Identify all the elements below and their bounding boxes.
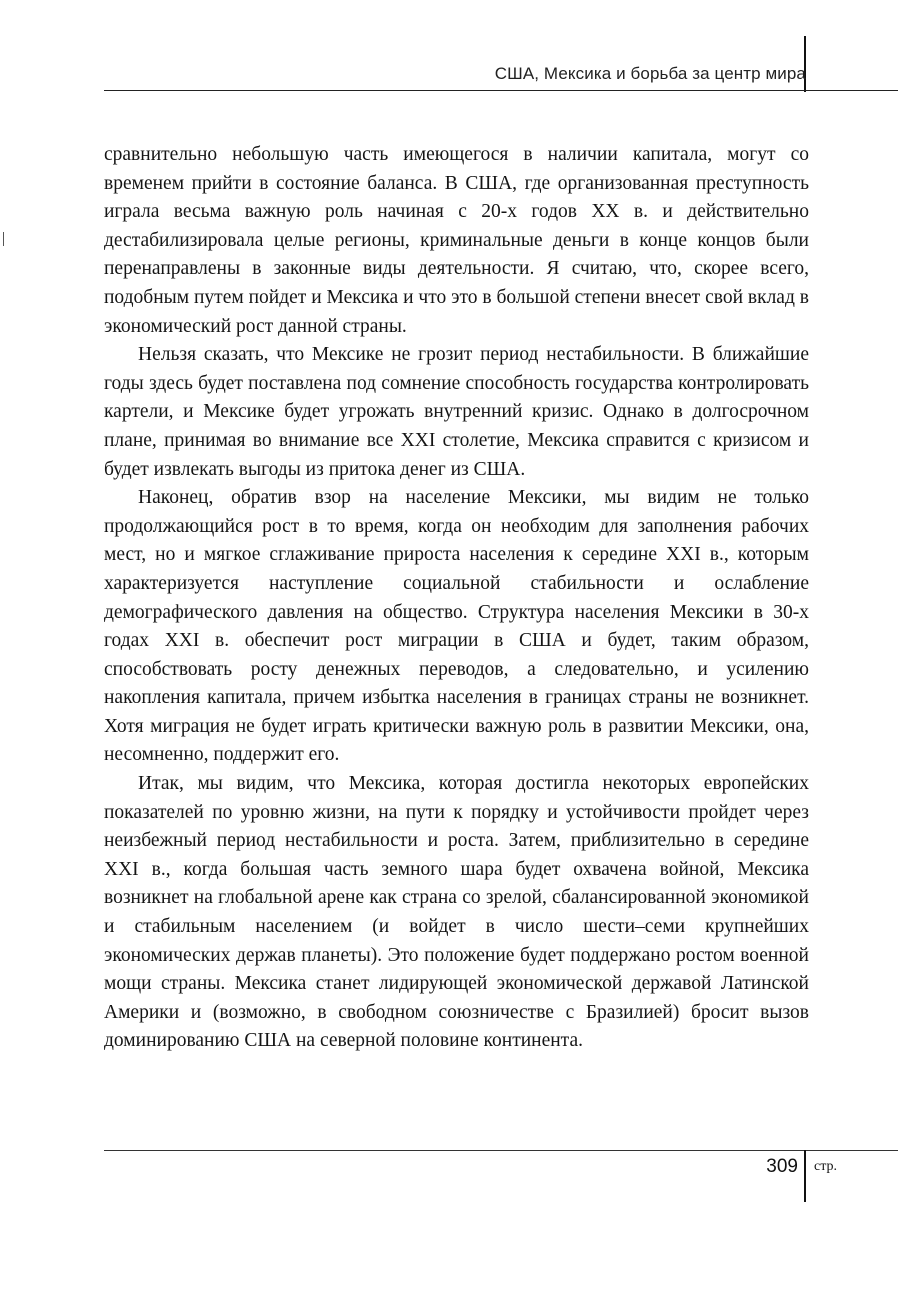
footer-vertical-rule — [804, 1150, 806, 1202]
main-text — [104, 141, 809, 1056]
running-header-title: США, Мексика и борьба за центр мира — [494, 64, 806, 83]
page-number-suffix: стр. — [814, 1159, 838, 1174]
paragraph-1: сравнительно небольшую часть имеющегося в наличии капитала, могут со временем прийти в состояние баланса. В США, где организованная преступность играла весьма важную роль начиная с 20-х годов XX в. и действительно дестабилизировала целые регионы, криминальные деньги в конце концов были перенаправлены в законные виды деятельности. Я считаю, что, скорее всего, подобным путем пойдет и Мексика и что это в большой степени внесет свой вклад в экономический рост данной страны. — [104, 144, 809, 337]
running-header — [104, 36, 898, 96]
paragraph-3: Наконец, обратив взор на население Мексики, мы видим не только продолжающийся рост в то время, когда он необходим для заполнения рабочих мест, но и мягкое сглаживание прироста населения к середине XXI в., которым характеризуется наступление социальной стабильности и ослабление демографического давления на общество. Структура населения Мексики в 30-х годах XXI в. обеспечит рост миграции в США и будет, таким образом, способствовать росту денежных переводов, а следовательно, и усилению накопления капитала, причем избытка населения в границах страны не возникнет. Хотя миграция не будет играть критически важную роль в развитии Мексики, она, несомненно, поддержит его. — [104, 487, 809, 766]
page-footer — [104, 1140, 898, 1210]
paragraph-2: Нельзя сказать, что Мексике не грозит период нестабильности. В ближайшие годы здесь будет поставлена под сомнение способность государства контролировать картели, и Мексике будет угрожать внутренний кризис. Однако в долгосрочном плане, принимая во внимание все XXI столетие, Мексика справится с кризисом и будет извлекать выгоды из притока денег из США. — [104, 344, 809, 480]
page-number: 309 — [766, 1156, 798, 1177]
header-rule — [104, 90, 898, 91]
margin-mark — [3, 232, 4, 246]
paragraph-4: Итак, мы видим, что Мексика, которая достигла некоторых европейских показателей по уровню жизни, на пути к порядку и устойчивости пройдет через неизбежный период нестабильности и роста. Затем, приблизительно в середине XXI в., когда большая часть земного шара будет охвачена войной, Мексика возникнет на глобальной арене как страна со зрелой, сбалансированной экономикой и стабильным населением (и войдет в число шести–семи крупнейших экономических держав планеты). Это положение будет поддержано ростом военной мощи страны. Мексика станет лидирующей экономической державой Латинской Америки и (возможно, в свободном союзничестве с Бразилией) бросит вызов доминированию США на северной половине континента. — [104, 773, 809, 1052]
footer-rule — [104, 1150, 898, 1151]
